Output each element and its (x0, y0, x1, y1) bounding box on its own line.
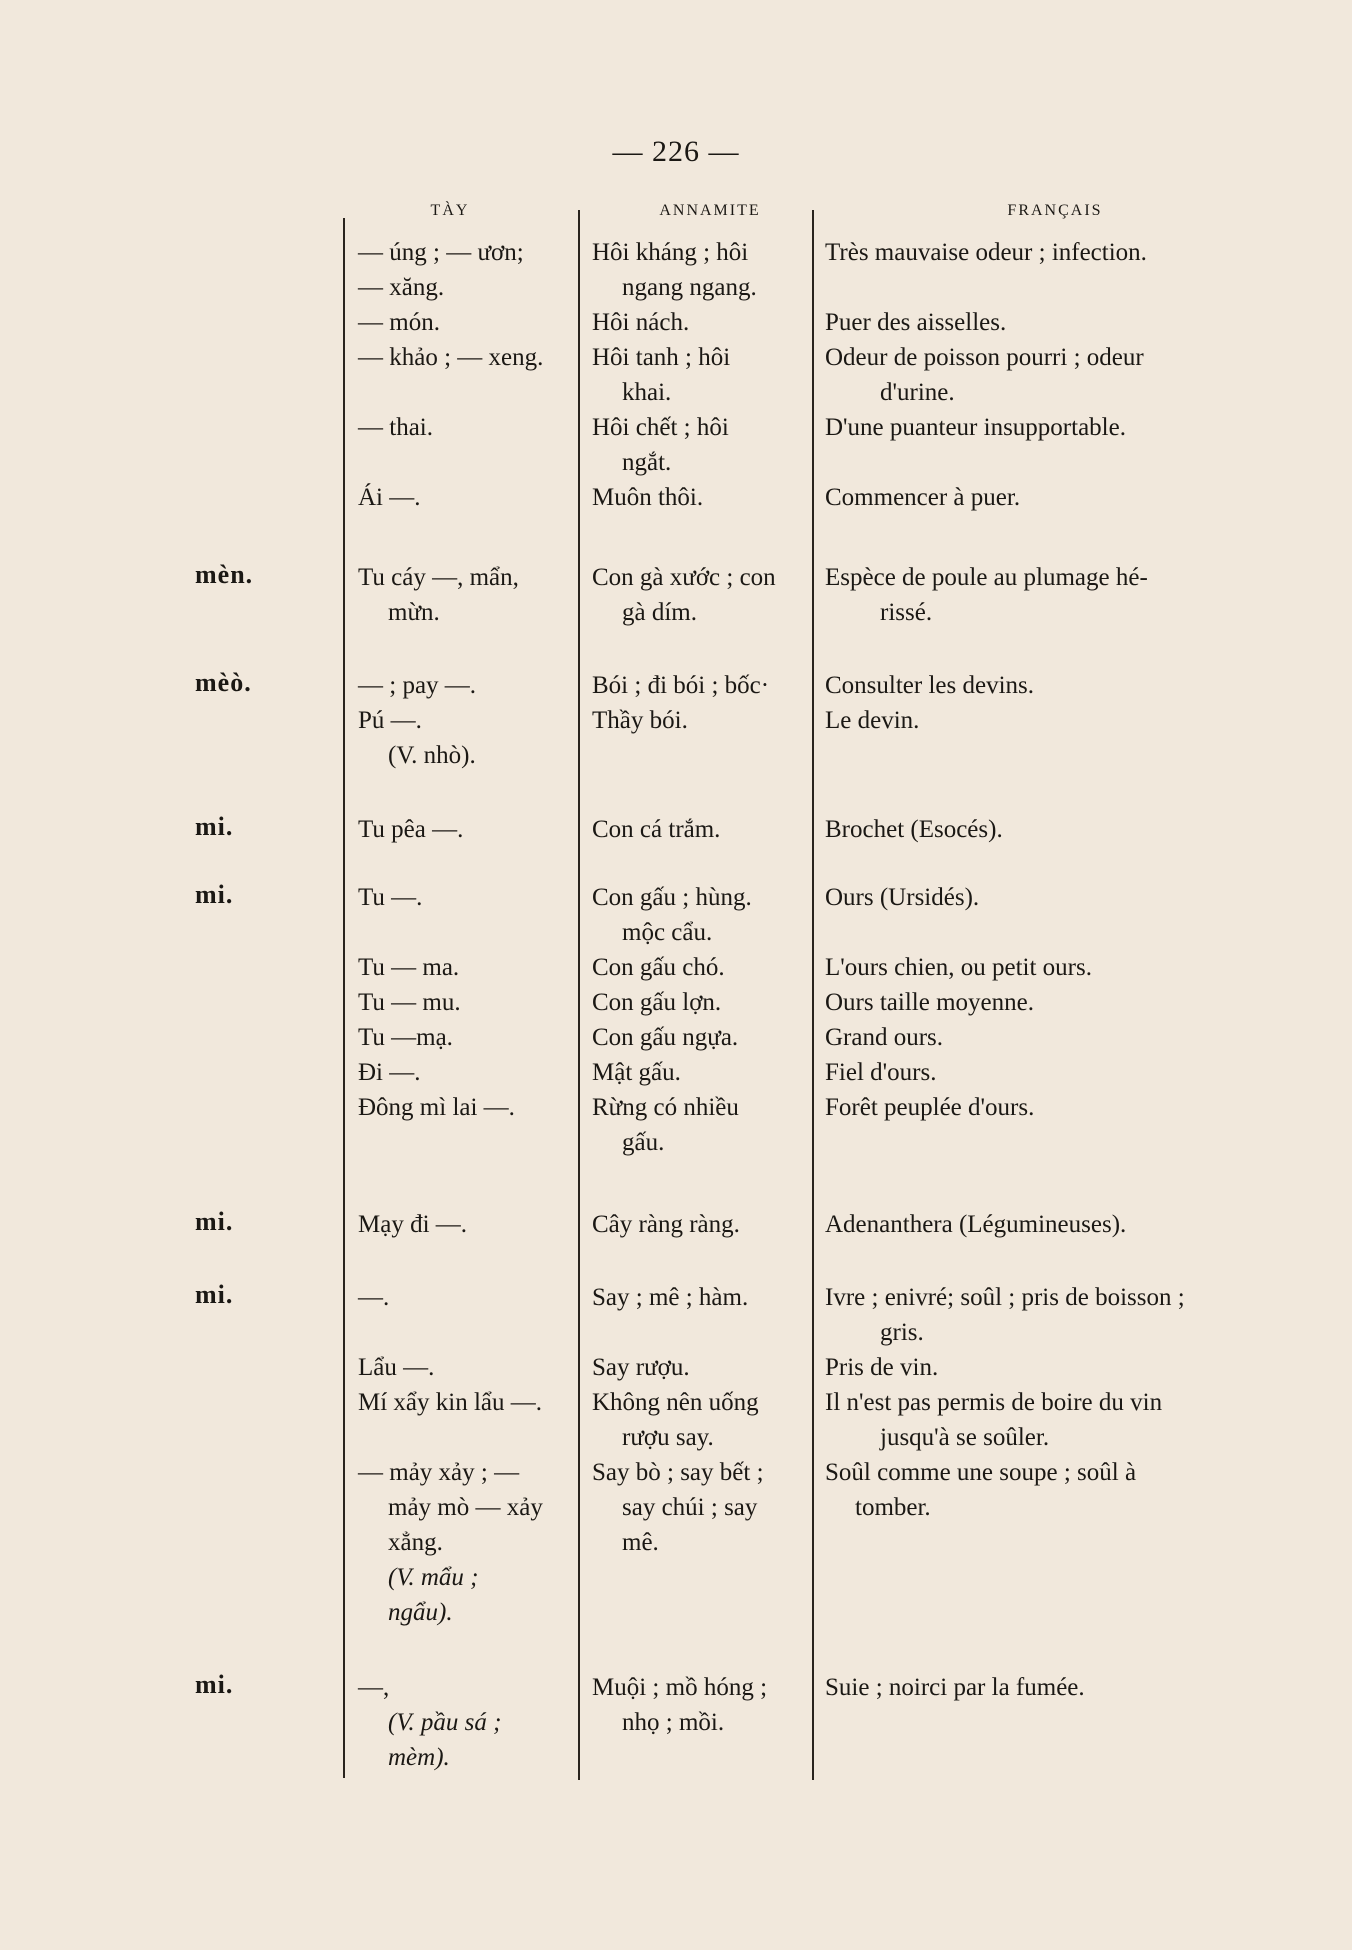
tay-line: xẳng. (388, 1529, 443, 1556)
tay-line (358, 915, 578, 950)
annamite-cell (592, 560, 812, 630)
tay-line: Tu — mu. (358, 989, 461, 1016)
column-rule-middle (578, 210, 580, 1780)
francais-line: Il n'est pas permis de boire du vin (825, 1389, 1163, 1416)
tay-cell (358, 1280, 578, 1630)
column-rule-left (343, 218, 345, 1778)
annamite-line: gấu. (622, 1129, 665, 1156)
francais-line: rissé. (880, 599, 933, 626)
francais-line: Ours taille moyenne. (825, 989, 1034, 1016)
annamite-line: nhọ ; mồi. (622, 1709, 725, 1736)
tay-line: Tu — ma. (358, 954, 460, 981)
tay-line: Đi —. (358, 1059, 421, 1086)
francais-line: Ours (Ursidés). (825, 884, 980, 911)
tay-cell (358, 668, 578, 773)
tay-line (358, 1420, 578, 1455)
annamite-line: Rừng có nhiều (592, 1094, 739, 1121)
tay-line: Đông mì lai —. (358, 1094, 515, 1121)
francais-line: Puer des aisselles. (825, 309, 1007, 336)
annamite-line: ngang ngang. (622, 274, 757, 301)
tay-line: — khảo ; — xeng. (358, 344, 544, 371)
annamite-line (592, 1315, 812, 1350)
tay-line: Tu —mạ. (358, 1024, 453, 1051)
tay-line: mảy mò — xảy (388, 1494, 543, 1521)
francais-cell (825, 812, 1270, 847)
tay-line: (V. pầu sá ; (388, 1709, 502, 1736)
annamite-cell (592, 1280, 812, 1560)
annamite-line: Hôi kháng ; hôi (592, 239, 749, 266)
column-rule-right (812, 210, 814, 1780)
headword: mi. (195, 1207, 234, 1236)
tay-line: — úng ; — ươn; (358, 239, 524, 266)
column-header-annamite: ANNAMITE (659, 202, 761, 219)
francais-line: Espèce de poule au plumage hé- (825, 564, 1148, 591)
annamite-line: Say bò ; say bết ; (592, 1459, 764, 1486)
column-header-francais: FRANÇAIS (1007, 202, 1103, 219)
tay-cell (358, 1207, 578, 1242)
annamite-cell (592, 668, 812, 738)
tay-line: Lẩu —. (358, 1354, 435, 1381)
francais-line: D'une puanteur insupportable. (825, 414, 1126, 441)
francais-line: gris. (880, 1319, 924, 1346)
annamite-line: say chúi ; say (622, 1494, 758, 1521)
tay-line: (V. nhò). (388, 742, 476, 769)
francais-line: Odeur de poisson pourri ; odeur (825, 344, 1144, 371)
annamite-line: Con gà xước ; con (592, 564, 776, 591)
annamite-line: Say ; mê ; hàm. (592, 1284, 749, 1311)
francais-cell (825, 1670, 1270, 1705)
tay-line: mừn. (388, 599, 440, 626)
annamite-line: gà dím. (622, 599, 697, 626)
annamite-line: Hôi chết ; hôi (592, 414, 729, 441)
annamite-line: ngắt. (622, 449, 672, 476)
tay-line: — xăng. (358, 274, 445, 301)
annamite-line: Cây ràng ràng. (592, 1211, 740, 1238)
page-number: — 226 — (612, 135, 740, 168)
tay-line (358, 1315, 578, 1350)
tay-cell (358, 560, 578, 630)
tay-line: —, (358, 1674, 390, 1701)
tay-line: Pú —. (358, 707, 422, 734)
francais-line (825, 915, 1270, 950)
francais-line: Brochet (Esocés). (825, 816, 1003, 843)
annamite-cell (592, 1207, 812, 1242)
annamite-cell (592, 880, 812, 1160)
francais-line: Suie ; noirci par la fumée. (825, 1674, 1085, 1701)
annamite-line: mộc cẩu. (622, 919, 713, 946)
francais-line: Grand ours. (825, 1024, 944, 1051)
annamite-line: Thầy bói. (592, 707, 688, 734)
tay-line: Tu —. (358, 884, 423, 911)
francais-line (825, 270, 1270, 305)
tay-cell (358, 235, 578, 515)
francais-line: Consulter les devins. (825, 672, 1035, 699)
headword: mèò. (195, 668, 252, 697)
tay-line: mèm). (388, 1744, 450, 1771)
annamite-cell (592, 812, 812, 847)
headword: mi. (195, 880, 234, 909)
annamite-line: Say rượu. (592, 1354, 690, 1381)
annamite-line: khai. (622, 379, 672, 406)
francais-cell (825, 1207, 1270, 1242)
francais-line: tomber. (855, 1494, 931, 1521)
francais-line: Commencer à puer. (825, 484, 1021, 511)
annamite-line: Con cá trắm. (592, 816, 721, 843)
tay-line: —. (358, 1284, 390, 1311)
annamite-line: Muôn thôi. (592, 484, 704, 511)
tay-cell (358, 1670, 578, 1775)
tay-line: (V. mẩu ; (388, 1564, 479, 1591)
francais-line: Adenanthera (Légumineuses). (825, 1211, 1127, 1238)
annamite-line: Hôi nách. (592, 309, 690, 336)
annamite-cell (592, 235, 812, 515)
column-header-tay: TÀY (430, 202, 470, 219)
annamite-line: Hôi tanh ; hôi (592, 344, 731, 371)
tay-line: Mạy đi —. (358, 1211, 468, 1238)
francais-line: Fiel d'ours. (825, 1059, 937, 1086)
annamite-line: rượu say. (622, 1424, 714, 1451)
tay-line (358, 375, 578, 410)
annamite-line: Con gấu ngựa. (592, 1024, 739, 1051)
tay-line: — ; pay —. (358, 672, 477, 699)
tay-line (358, 445, 578, 480)
annamite-line: Không nên uống (592, 1389, 759, 1416)
francais-line: Forêt peuplée d'ours. (825, 1094, 1035, 1121)
tay-line: Mí xẩy kin lẩu —. (358, 1389, 543, 1416)
tay-line: — thai. (358, 414, 433, 441)
annamite-line: Muội ; mồ hóng ; (592, 1674, 768, 1701)
francais-cell (825, 668, 1270, 738)
francais-cell (825, 235, 1270, 515)
tay-cell (358, 812, 578, 847)
francais-line: d'urine. (880, 379, 955, 406)
francais-line: Pris de vin. (825, 1354, 939, 1381)
annamite-cell (592, 1670, 812, 1740)
francais-line: L'ours chien, ou petit ours. (825, 954, 1092, 981)
tay-line: Tu pêa —. (358, 816, 464, 843)
headword: mi. (195, 1670, 234, 1699)
annamite-line: Con gấu lợn. (592, 989, 722, 1016)
francais-line: jusqu'à se soûler. (880, 1424, 1050, 1451)
francais-cell (825, 1280, 1270, 1525)
francais-line: Très mauvaise odeur ; infection. (825, 239, 1147, 266)
annamite-line: Bói ; đi bói ; bốc· (592, 672, 770, 699)
francais-cell (825, 880, 1270, 1125)
headword: mi. (195, 1280, 234, 1309)
tay-line: ngẩu). (388, 1599, 453, 1626)
headword: mi. (195, 812, 234, 841)
francais-line: Ivre ; enivré; soûl ; pris de boisson ; (825, 1284, 1185, 1311)
headword: mèn. (195, 560, 254, 589)
tay-line: — mảy xảy ; — (358, 1459, 520, 1486)
annamite-line: mê. (622, 1529, 659, 1556)
francais-line: Soûl comme une soupe ; soûl à (825, 1459, 1137, 1486)
tay-line: Tu cáy —, mẩn, (358, 564, 519, 591)
francais-line (825, 445, 1270, 480)
tay-line: — món. (358, 309, 440, 336)
francais-cell (825, 560, 1270, 630)
tay-line: Ái —. (358, 484, 421, 511)
annamite-line: Mật gấu. (592, 1059, 681, 1086)
annamite-line: Con gấu ; hùng. (592, 884, 752, 911)
tay-cell (358, 880, 578, 1125)
francais-line: Le devin. (825, 707, 920, 734)
annamite-line: Con gấu chó. (592, 954, 725, 981)
